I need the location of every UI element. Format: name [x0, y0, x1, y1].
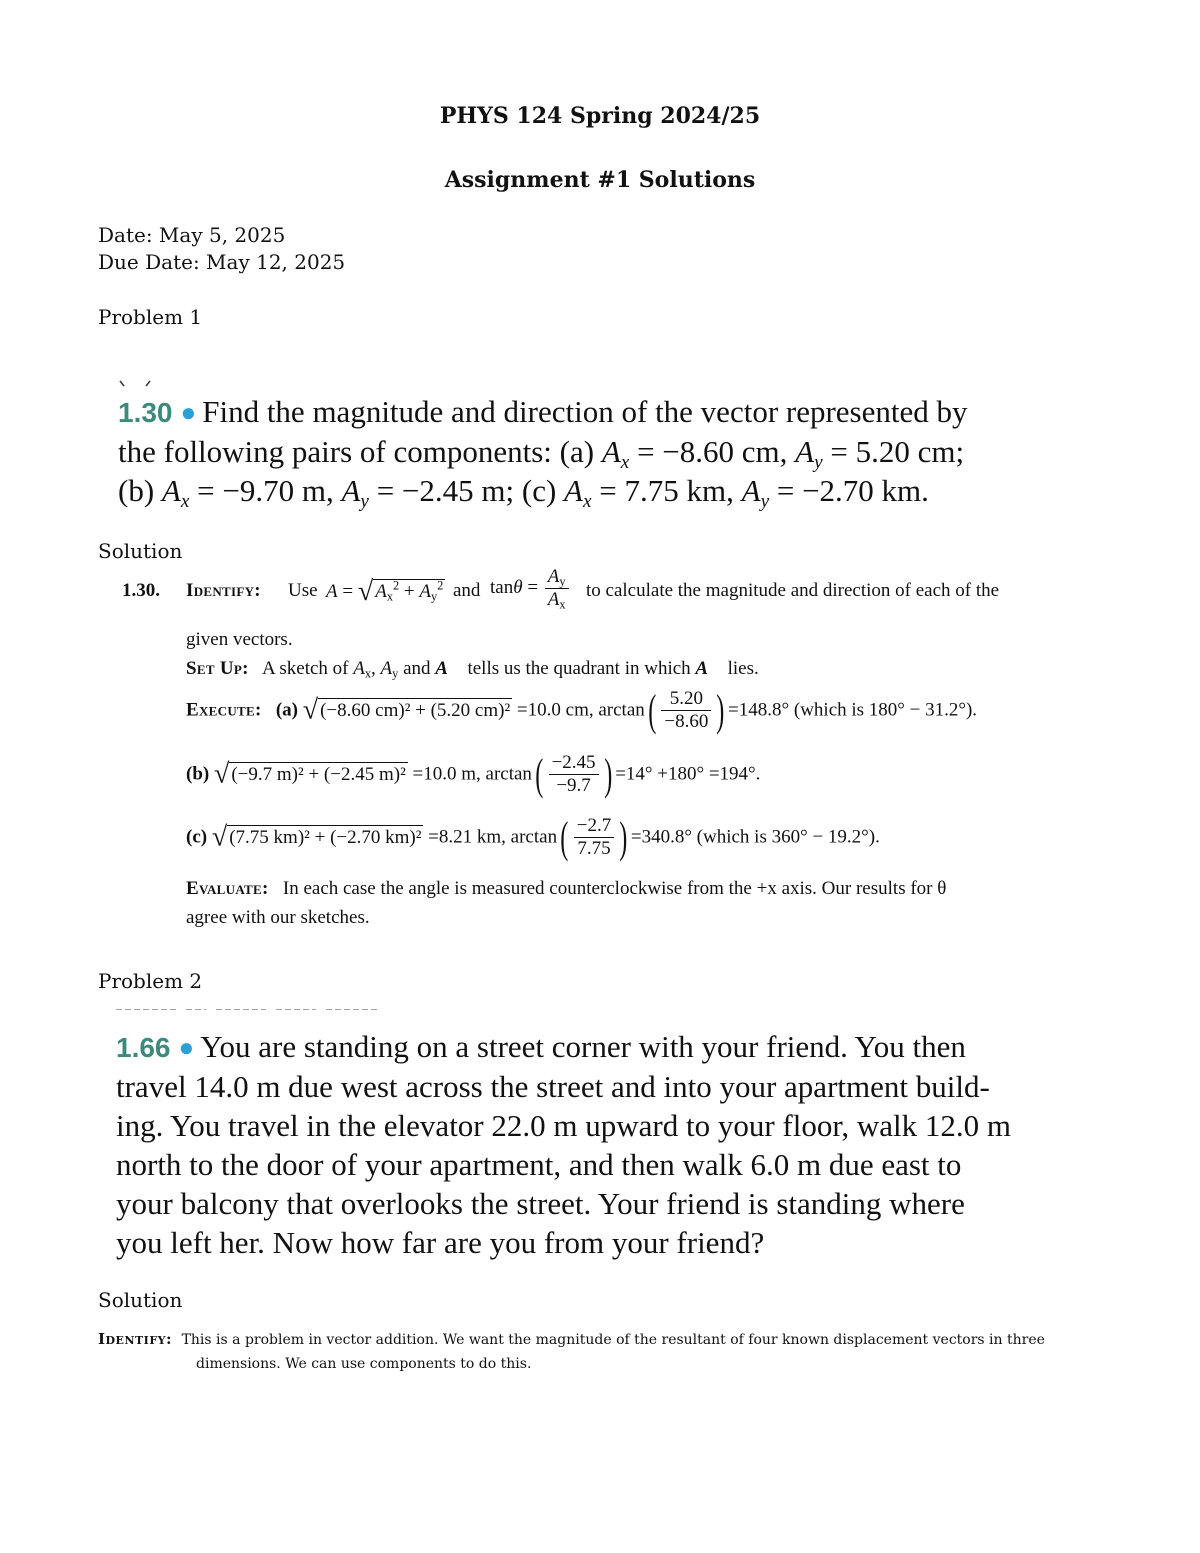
difficulty-dot-icon: ● [178, 1033, 195, 1062]
evaluate-heading: Evaluate: [186, 878, 269, 899]
problem-2-statement [116, 1027, 1036, 1262]
magnitude-expression: (7.75 km)² + (−2.70 km)² [229, 826, 422, 848]
setup-text: lies. [727, 658, 759, 679]
identify-and: and [453, 580, 481, 601]
evaluate-text: In each case the angle is measured counterclockwise from the +x axis. Our results for θ [282, 878, 947, 899]
cropped-text-fragment [116, 1000, 386, 1010]
statement-text: (b) [118, 473, 162, 508]
identify-row [98, 1327, 1108, 1352]
problem-2-line-3: ing. You travel in the elevator 22.0 m upward to your floor, walk 12.0 m [116, 1108, 1012, 1143]
component-value: = 5.20 cm; [830, 434, 965, 469]
part-label: (c) [186, 826, 208, 848]
problem-1-line-1 [118, 392, 1038, 432]
problem-1-label: Problem 1 [98, 305, 203, 329]
assignment-title: Assignment #1 Solutions [444, 167, 756, 193]
solution-1-block [122, 566, 1062, 928]
statement-text: You are standing on a street corner with your friend. You then [200, 1029, 966, 1064]
problem-1-line-3: (b) $A_x = -9.70$ m, $A_y = -2.45$ m; (c) $A_x = 7.75$ km, $A_y = -2.70$ km. [118, 473, 929, 513]
angle-formula: tanθ = $\frac{A_y}{A_x}$ [490, 566, 571, 611]
fraction-denominator: −9.7 [556, 775, 591, 796]
problem-2-line-2: travel 14.0 m due west across the street and into your apartment build- [116, 1069, 990, 1104]
identify-use: Use [288, 580, 318, 601]
execute-row-a: Execute: (a) √ (−8.60 cm)² + (5.20 cm)² =10.0 cm, arctan( $\frac{5.20}{-8.60}$ ) =148.8° (which is 180° − 31.2°). [186, 685, 978, 735]
problem-2-line-1 [116, 1027, 1036, 1067]
problem-1-line-2: the following pairs of components: (a) $A_x = -8.60$ cm, $A_y = 5.20$ cm; [118, 434, 965, 474]
problem-2-label: Problem 2 [98, 969, 203, 993]
part-label: (b) [186, 763, 210, 785]
solution-1-label: Solution [98, 539, 183, 563]
identify-row [122, 566, 1062, 616]
component-value: = 7.75 km, [599, 473, 742, 508]
part-label: (a) [275, 699, 298, 721]
problem-number: 1.30 [118, 397, 173, 428]
execute-row-b: (b) √ (−9.7 m)² + (−2.45 m)² =10.0 m, arctan( $\frac{-2.45}{-9.7}$ ) =14° +180° =194°. [186, 749, 761, 799]
problem-2-line-6: you left her. Now how far are you from your friend? [116, 1225, 765, 1260]
identify-heading: Identify: [98, 1330, 173, 1348]
setup-text: tells us the quadrant in which [467, 658, 691, 679]
evaluate-row [186, 878, 946, 900]
setup-text: A sketch of [261, 658, 349, 679]
component-value: = −2.45 m; (c) [376, 473, 565, 508]
magnitude-result: =10.0 cm, arctan [516, 699, 645, 721]
magnitude-formula: A = √ $A_x^2 + A_y^2$ [326, 576, 444, 607]
magnitude-expression: (−9.7 m)² + (−2.45 m)² [231, 763, 406, 785]
setup-heading: Set Up: [186, 658, 249, 679]
setup-row: Set Up: A sketch of $A_x$, $A_y$ and A⃗ tells us the quadrant in which A⃗ lies. [186, 658, 759, 681]
fraction-numerator: 5.20 [661, 688, 711, 711]
angle-result: =14° +180° =194°. [615, 763, 761, 785]
problem-1-statement [118, 392, 1038, 513]
identify-continuation: given vectors. [186, 629, 293, 650]
identify-continuation: dimensions. We can use components to do this. [196, 1356, 532, 1372]
cropped-text-fragment [118, 376, 136, 388]
setup-and: and [403, 658, 431, 679]
solution-2-identify [98, 1327, 1108, 1376]
magnitude-result: =10.0 m, arctan [412, 763, 532, 785]
problem-number: 1.66 [116, 1032, 171, 1063]
fraction-numerator: −2.7 [574, 815, 614, 838]
fraction-denominator: −8.60 [664, 711, 709, 732]
component-value: = −9.70 m, [197, 473, 342, 508]
magnitude-result: =8.21 km, arctan [428, 826, 558, 848]
component-value: = −8.60 cm, [637, 434, 796, 469]
statement-text: Find the magnitude and direction of the vector represented by [202, 394, 968, 429]
course-title: PHYS 124 Spring 2024/25 [439, 103, 761, 129]
angle-result: =340.8° (which is 360° − 19.2°). [630, 826, 880, 848]
date-line: Date: May 5, 2025 [98, 223, 286, 247]
problem-2-line-4: north to the door of your apartment, and then walk 6.0 m due east to [116, 1147, 962, 1182]
solution-number: 1.30. [122, 580, 160, 601]
problem-2-line-5: your balcony that overlooks the street. Your friend is standing where [116, 1186, 965, 1221]
execute-heading: Execute: [186, 699, 262, 721]
fraction-denominator: 7.75 [577, 838, 611, 859]
statement-text: the following pairs of components: (a) [118, 434, 602, 469]
magnitude-expression: (−8.60 cm)² + (5.20 cm)² [320, 699, 511, 721]
difficulty-dot-icon: ● [180, 398, 197, 427]
due-date-line: Due Date: May 12, 2025 [98, 250, 346, 274]
identify-text: This is a problem in vector addition. We want the magnitude of the resultant of four known displacement vectors in three [181, 1332, 1045, 1348]
solution-2-label: Solution [98, 1288, 183, 1312]
identify-heading: Identify: [186, 580, 261, 601]
identify-rest: to calculate the magnitude and direction of each of the [586, 580, 1000, 601]
component-value: = −2.70 km. [776, 473, 929, 508]
evaluate-continuation: agree with our sketches. [186, 907, 370, 928]
angle-result: =148.8° (which is 180° − 31.2°). [728, 699, 978, 721]
fraction-numerator: −2.45 [549, 752, 599, 775]
execute-row-c: (c) √ (7.75 km)² + (−2.70 km)² =8.21 km, arctan( $\frac{-2.7}{7.75}$ ) =340.8° (which is 360° − 19.2°). [186, 812, 880, 862]
